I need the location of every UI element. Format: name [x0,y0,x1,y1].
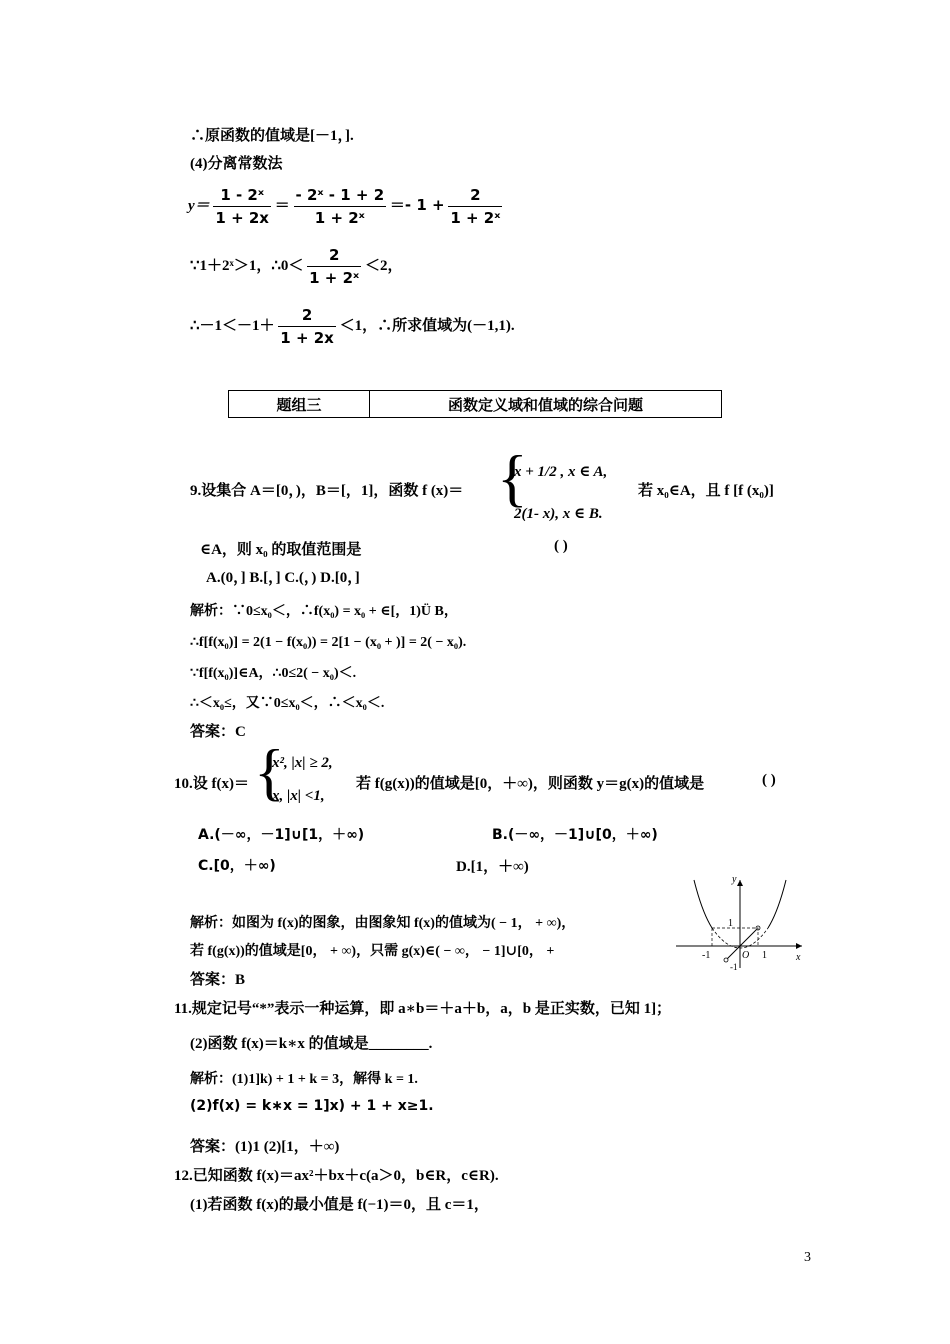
ineq1-text-b: ＜2， [364,257,403,274]
ineq2-text-a: ∴－1＜－1＋ [190,317,275,334]
q10-case-1: x², |x| ≥ 2, [272,755,333,771]
q10-option-c: C.[0，＋∞) [198,858,276,874]
q9-solution-1: 解析：∵0≤x₀＜，∴f(x₀) = x₀ + ∈[，1)Ü B， [190,604,458,619]
tick-1-y: 1 [728,918,733,929]
q10-brace: { [254,736,285,807]
q9-solution-2: ∴f[f(x₀)] = 2(1 − f(x₀)) = 2[1 − (x₀ + )] = 2( − x₀). [190,635,467,650]
method-heading: (4)分离常数法 [190,156,283,172]
q10-stem: 10.设 f(x)＝ [174,776,249,792]
eq-sign-2: ＝- 1 + [389,195,445,214]
topic-group-table [228,390,722,418]
q9-condition: 若 x₀∈A，且 f [f (x₀)] [638,483,774,499]
inequality-step-1 [190,246,402,287]
q10-option-b: B.(－∞，－1]∪[0，＋∞) [492,827,658,843]
line-range-result: ∴原函数的值域是[－1，]. [190,128,354,144]
x-label: x [796,952,801,963]
q11-answer: 答案：(1)1 (2)[1，＋∞) [190,1139,340,1155]
tick-neg1-y: -1 [730,962,738,972]
q10-case-2: x, |x| <1, [272,788,325,804]
equation-separation [188,186,502,227]
topic-group-label: 题组三 [229,391,370,418]
q11-solution-2: (2)f(x) = k∗x = 1]x) + 1 + x≥1. [190,1098,434,1114]
q9-case-2: 2(1- x), x ∈ B. [514,506,603,522]
inequality-step-2 [190,306,515,347]
fraction-3: $\frac{2}{\text{1 + 2ˣ}}$ [450,186,501,227]
q10-answer: 答案：B [190,972,246,988]
q10-option-d: D.[1，＋∞) [456,859,529,875]
q9-ask: ∈A，则 x₀ 的取值范围是 [200,542,362,558]
q10-solution-1: 解析：如图为 f(x)的图象，由图象知 f(x)的值域为( − 1， + ∞)， [190,916,576,931]
fraction-1: $\frac{\text{1 - 2ˣ}}{1 + 2x}$ [215,186,269,227]
open-point-left [724,958,728,962]
q9-solution-4: ∴＜x₀≤，又∵0≤x₀＜，∴＜x₀＜. [190,696,385,711]
parabola-left [694,880,712,928]
page-number: 3 [804,1250,811,1265]
ineq1-text-a: ∵1＋2ˣ＞1，∴0＜ [190,257,304,274]
x-axis-arrow [796,943,802,949]
q11-stem: 11.规定记号“*”表示一种运算，即 a∗b＝＋a＋b，a，b 是正实数，已知 1]； [174,1001,672,1017]
q10-condition: 若 f(g(x))的值域是[0，＋∞)，则函数 y＝g(x)的值域是 [356,776,705,792]
q12-stem: 12.已知函数 f(x)＝ax²＋bx＋c(a＞0，b∈R，c∈R). [174,1168,499,1184]
q9-answer: 答案：C [190,724,246,740]
q11-part2: (2)函数 f(x)＝k∗x 的值域是________. [190,1036,433,1052]
q9-stem: 9.设集合 A＝[0，)，B＝[，1]，函数 f (x)＝ [190,483,464,499]
parabola-right [768,880,786,928]
q9-brace: { [497,442,528,513]
tick-neg1-x: -1 [702,950,711,961]
q9-answer-paren: ( ) [554,538,568,554]
q9-solution-3: ∵f[f(x₀)]∈A，∴0≤2( − x₀)＜. [190,666,357,681]
eq-y: y＝ [188,197,210,214]
q10-option-a: A.(－∞，－1]∪[1，＋∞) [198,827,365,843]
y-label: y [732,874,737,885]
fraction-2: $\frac{\text{- 2ˣ - 1 + 2}}{\text{1 + 2ˣ}}$ [295,186,385,227]
ineq2-text-b: ＜1，∴所求值域为(－1,1). [339,317,515,334]
y-axis-arrow [737,880,743,886]
fraction-4: $\frac{2}{\text{1 + 2ˣ}}$ [309,246,360,287]
q12-part1: (1)若函数 f(x)的最小值是 f(−1)＝0，且 c＝1， [190,1197,489,1213]
q11-solution-1: 解析：(1)1]k) + 1 + k = 3，解得 k = 1. [190,1072,418,1087]
q9-options: A.(0，] B.[，] C.(，) D.[0，] [206,570,360,586]
function-graph [672,872,808,972]
q10-answer-paren: ( ) [762,772,776,788]
q9-case-1: x + 1/2 , x ∈ A, [514,464,608,480]
eq-sign-1: ＝ [274,197,290,214]
q10-solution-2: 若 f(g(x))的值域是[0， + ∞)，只需 g(x)∈( − ∞， − 1]∪[0， + [190,944,555,959]
tick-1-x: 1 [762,950,767,961]
topic-group-title: 函数定义域和值域的综合问题 [370,391,722,418]
origin-label: O [742,950,750,961]
fraction-5: $\frac{2}{1 + 2x}$ [280,306,334,347]
